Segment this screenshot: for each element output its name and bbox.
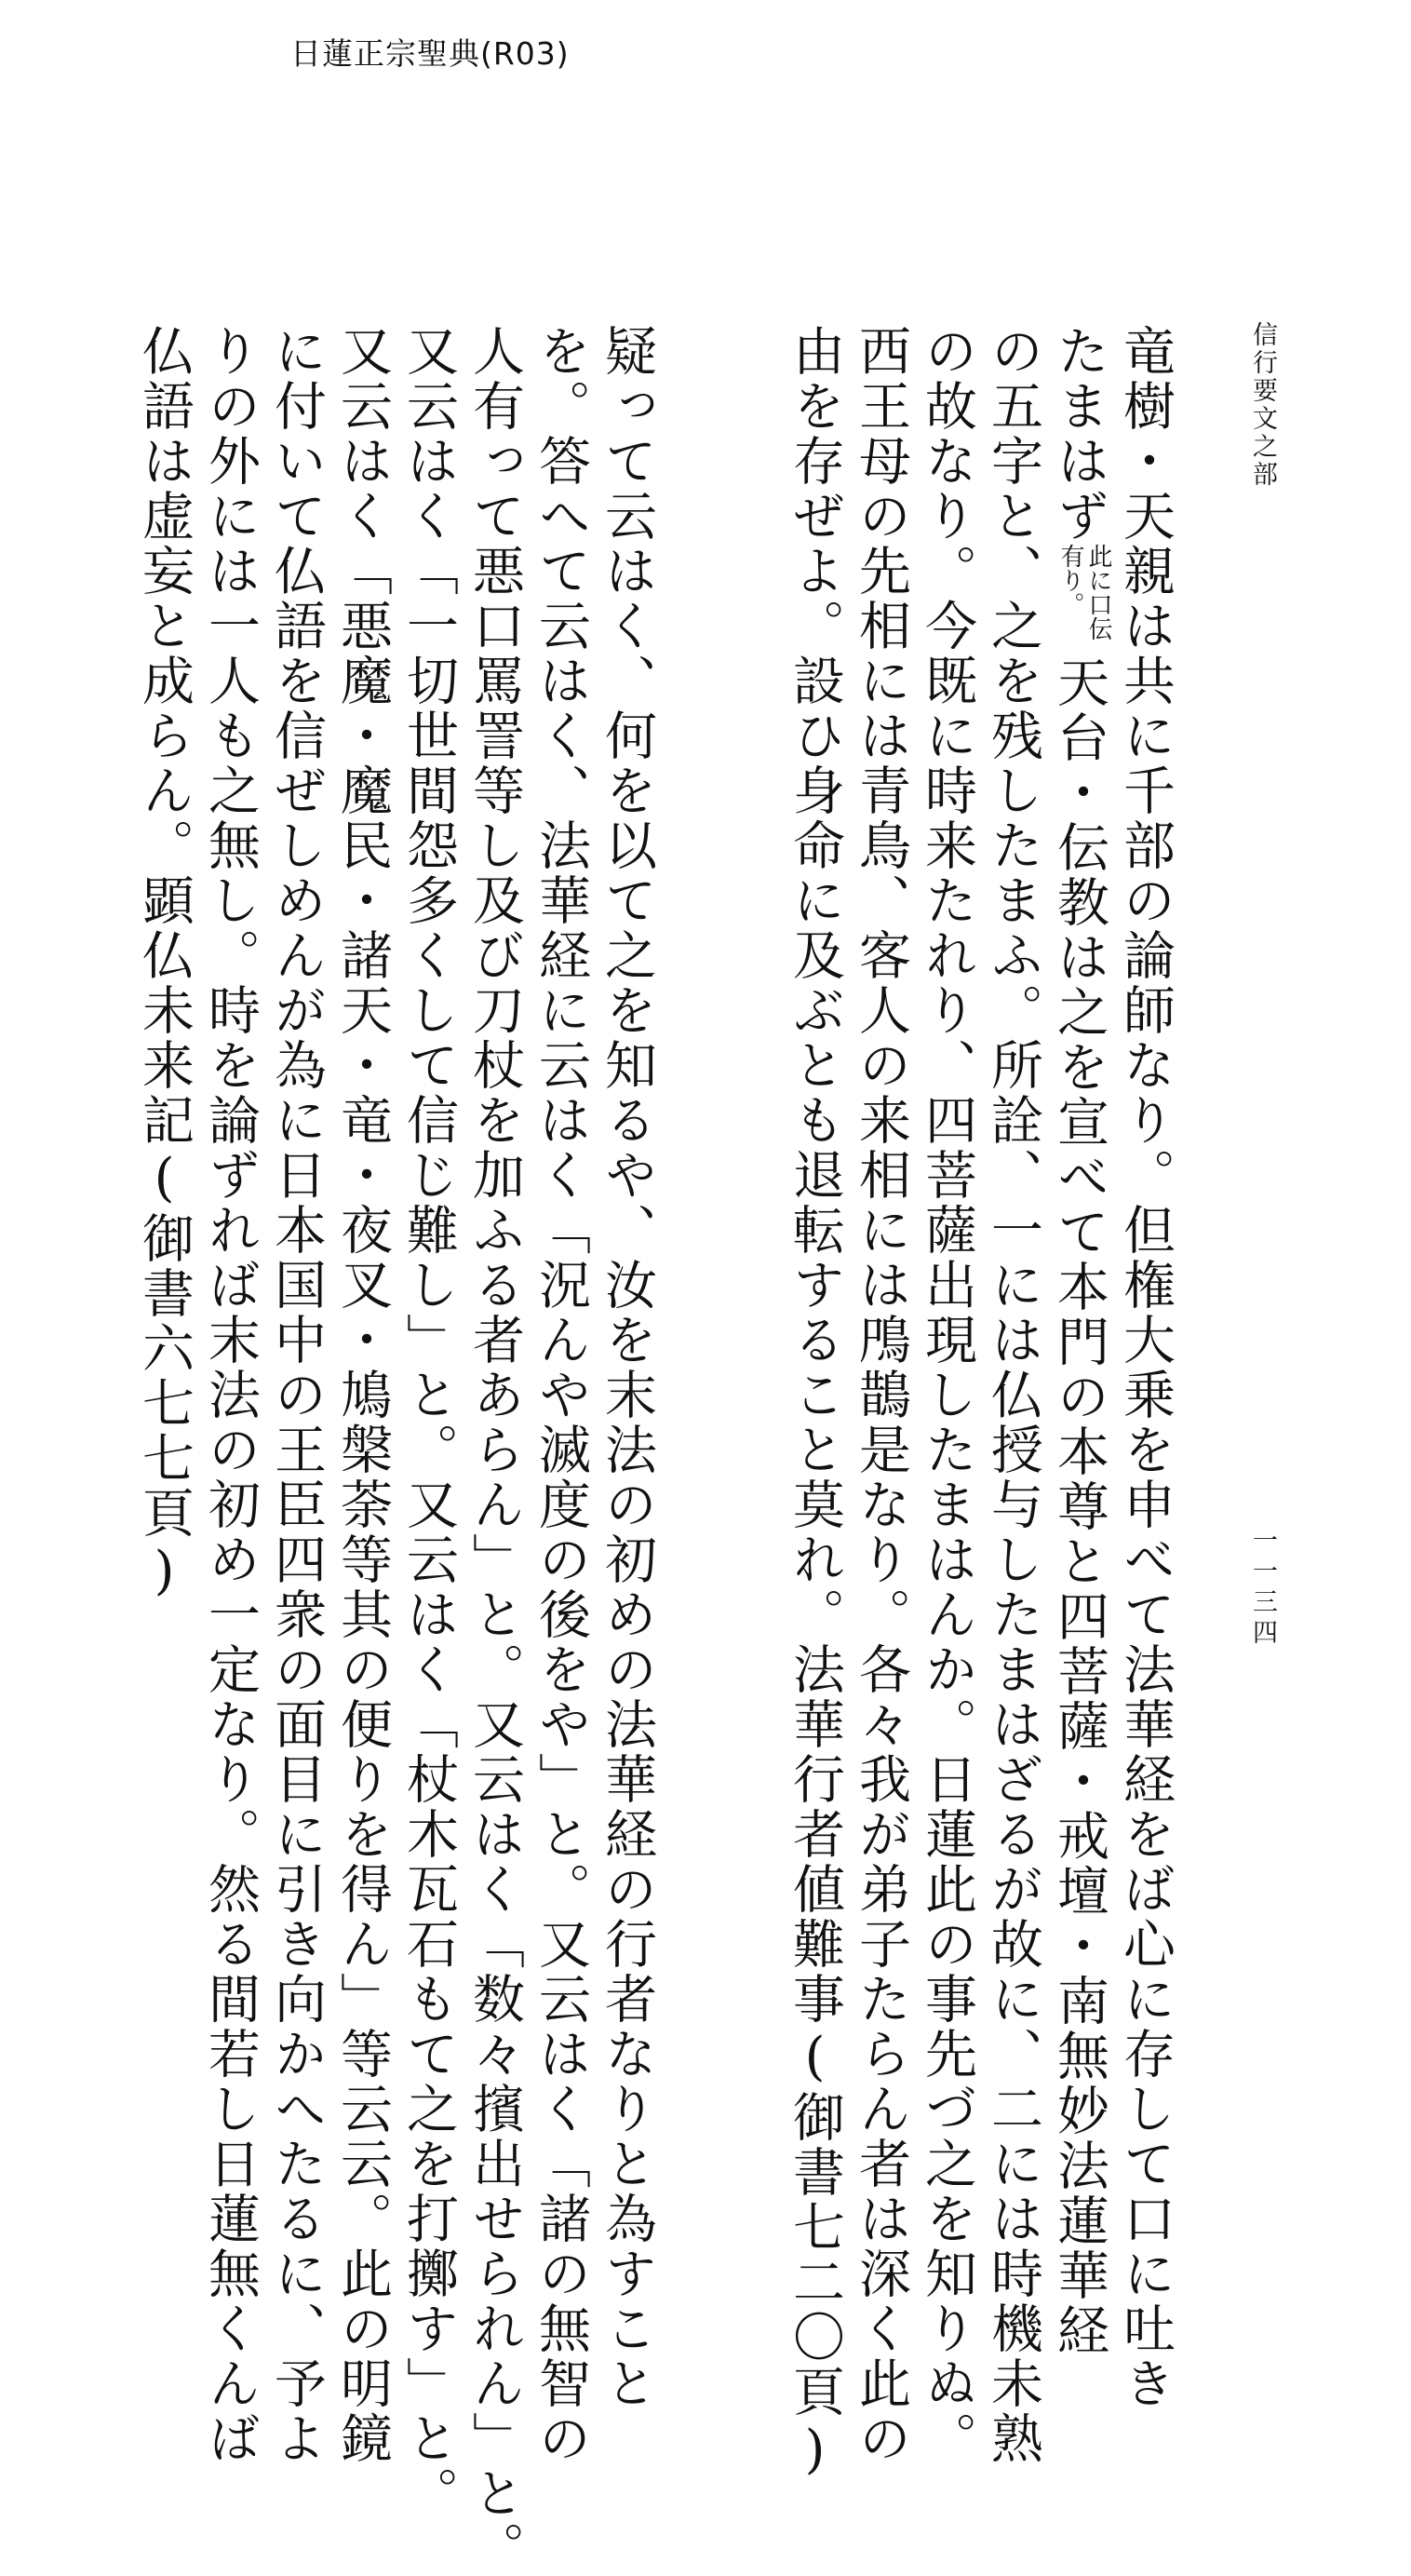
paragraph-gap [716, 324, 782, 325]
page-number: 一一三四 [1248, 1527, 1277, 1650]
text-segment: 天台・伝教は之を宣べて本門の本尊と四菩薩・戒壇・南無妙法蓮華経 [1049, 655, 1109, 2358]
inline-note [1056, 544, 1112, 655]
text-line [131, 324, 197, 1907]
text-line: 西王母の先相には青鳥、客人の来相には鳲鵲是なり。各々我が弟子たらん者は深く此の [851, 324, 911, 2466]
text-segment: 仏語は虚妄と成らん。 [134, 324, 195, 873]
text-line: 又云はく「悪魔・魔民・諸天・竜・夜叉・鳩槃荼等其の便りを得ん」等云云。此の明鏡 [332, 324, 393, 2466]
text-line: を。答へて云はく、法華経に云はく「況んや滅度の後をや」と。又云はく「諸の無智の [531, 324, 591, 2466]
text-line: 又云はく「一切世間怨多くして信じ難し」と。又云はく「杖木瓦石もて之を打擲す」と。 [398, 324, 459, 2521]
book-title: 日蓮正宗聖典(R03) [290, 35, 570, 72]
citation: 顕仏未来記(御書六七七頁) [134, 873, 195, 1604]
text-line: に付いて仏語を信ぜしめんが為に日本国中の王臣四衆の面目に引き向かへたるに、予よ [266, 324, 327, 2466]
section-title: 信行要文之部 [1248, 321, 1277, 489]
inline-note-line: 此に口伝 [1084, 544, 1112, 641]
citation: 法華行者値難事(御書七二〇頁) [785, 1642, 845, 2483]
main-text [131, 324, 1234, 2576]
text-line: の故なり。今既に時来たれり、四菩薩出現したまはんか。日蓮此の事先づ之を知りぬ。 [917, 324, 977, 2466]
text-line [1046, 324, 1112, 2358]
text-segment: たまはず [1049, 324, 1109, 544]
text-line: の五字と、之を残したまふ。所詮、一には仏授与したまはざるが故に、二には時機未熟 [983, 324, 1043, 2466]
text-line: りの外には一人も之無し。時を論ずれば末法の初め一定なり。然る間若し日蓮無くんば [200, 324, 261, 2466]
text-segment: 由を存ぜよ。設ひ身命に及ぶとも退転すること莫れ。 [785, 324, 845, 1642]
text-line [782, 324, 848, 2483]
inline-note-line: 有り。 [1056, 544, 1084, 616]
text-line: 人有って悪口罵詈等し及び刀杖を加ふる者あらん」と。又云はく「数々擯出せられん」と。 [464, 324, 525, 2576]
text-line: 竜樹・天親は共に千部の論師なり。但権大乗を申べて法華経をば心に存して口に吐き [1115, 324, 1176, 2411]
text-line: 疑って云はく、何を以て之を知るや、汝を末法の初めの法華経の行者なりと為すこと [597, 324, 657, 2411]
